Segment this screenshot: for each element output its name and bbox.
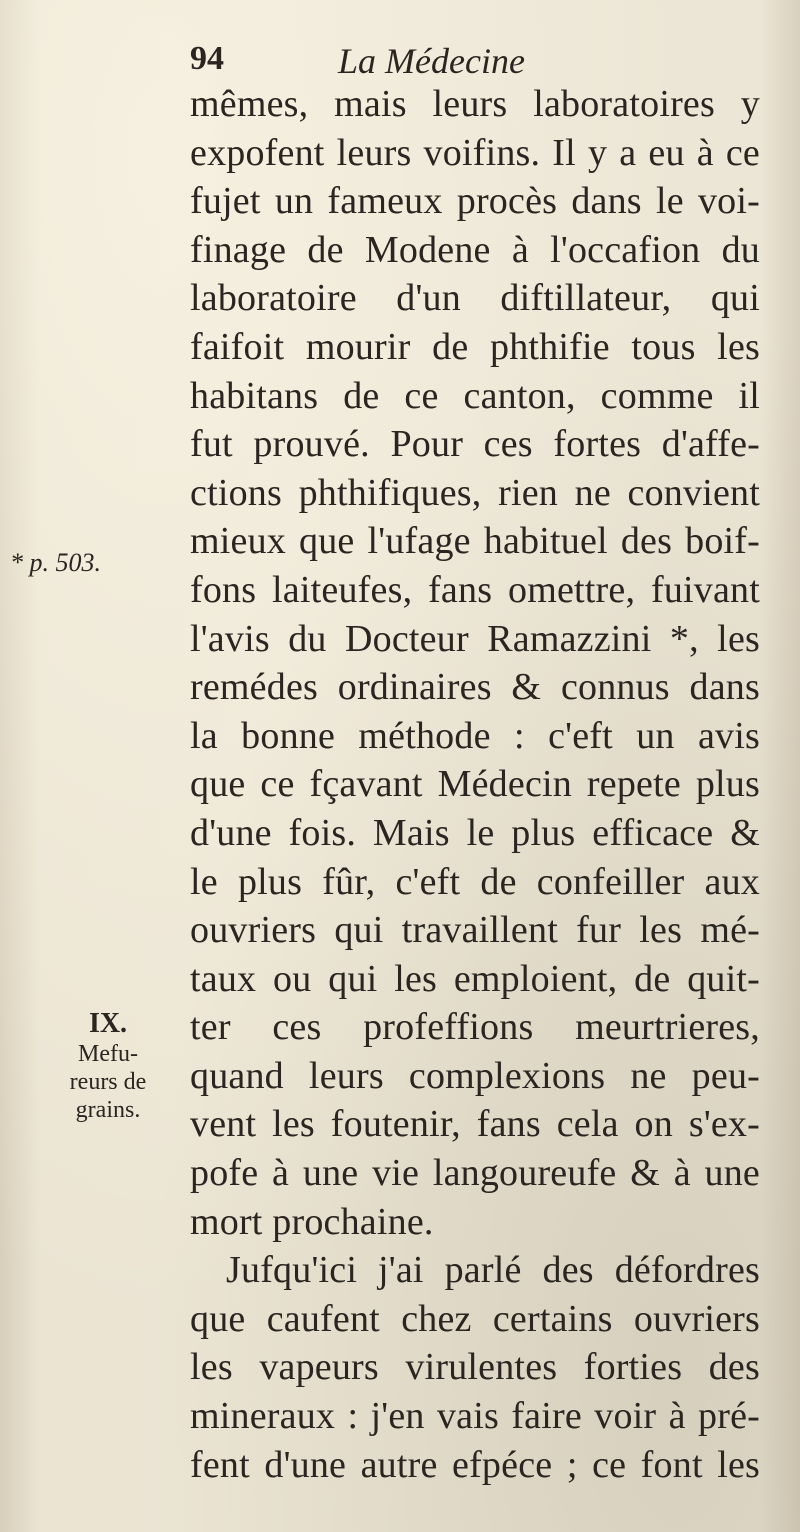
text-line: quand leurs complexions ne peu-: [190, 1054, 760, 1097]
text-line: taux ou qui les emploient, de quit-: [190, 957, 760, 1000]
text-line: la bonne méthode : c'eft un avis: [190, 714, 760, 757]
page-header: [190, 40, 750, 84]
margin-note-line: Mefu-: [78, 1041, 138, 1067]
text-line: fut prouvé. Pour ces fortes d'affe-: [190, 423, 760, 466]
text-line: mort prochaine.: [190, 1200, 434, 1243]
text-line: faifoit mourir de phthifie tous les: [190, 325, 760, 368]
text-line: que caufent chez certains ouvriers: [190, 1297, 760, 1340]
text-line: fent d'une autre efpéce ; ce font les: [190, 1443, 760, 1486]
text-line: finage de Modene à l'occafion du: [190, 228, 760, 271]
text-line: remédes ordinaires & connus dans: [190, 666, 760, 709]
running-title: La Médecine: [338, 41, 525, 81]
margin-note-line: reurs de: [69, 1069, 147, 1095]
text-line: le plus fûr, c'eft de confeiller aux: [190, 860, 760, 903]
text-line: vent les foutenir, fans cela on s'ex-: [190, 1103, 760, 1146]
text-line: que ce fçavant Médecin repete plus: [190, 763, 760, 806]
text-line: ctions phthifiques, rien ne convient: [190, 471, 760, 514]
margin-note-line: grains.: [75, 1097, 141, 1123]
text-line: mineraux : j'en vais faire voir à pré-: [190, 1395, 760, 1438]
margin-reference: * p. 503.: [10, 548, 101, 577]
text-line: fujet un fameux procès dans le voi-: [190, 180, 760, 223]
text-line: Jufqu'ici j'ai parlé des défordres: [226, 1249, 760, 1292]
text-line: ter ces profeffions meurtrieres,: [190, 1006, 760, 1049]
text-line: d'une fois. Mais le plus efficace &: [190, 811, 760, 854]
text-line: pofe à une vie langoureufe & à une: [190, 1152, 760, 1195]
text-line: mêmes, mais leurs laboratoires y: [190, 83, 760, 125]
body-text: [190, 80, 760, 1489]
text-line: ouvriers qui travaillent fur les mé-: [190, 909, 760, 952]
text-line: mieux que l'ufage habituel des boif-: [190, 520, 760, 563]
text-line: l'avis du Docteur Ramazzini *, les: [190, 617, 760, 660]
text-line: habitans de ce canton, comme il: [190, 374, 760, 417]
text-line: fons laiteufes, fans omettre, fuivant: [190, 568, 760, 611]
margin-note: [48, 1008, 168, 1124]
text-line: expofent leurs voifins. Il y a eu à ce: [190, 131, 760, 174]
text-line: les vapeurs virulentes forties des: [190, 1346, 760, 1389]
text-line: laboratoire d'un diftillateur, qui: [190, 277, 760, 320]
page-number: 94: [190, 40, 224, 77]
margin-note-number: IX.: [88, 1008, 128, 1039]
